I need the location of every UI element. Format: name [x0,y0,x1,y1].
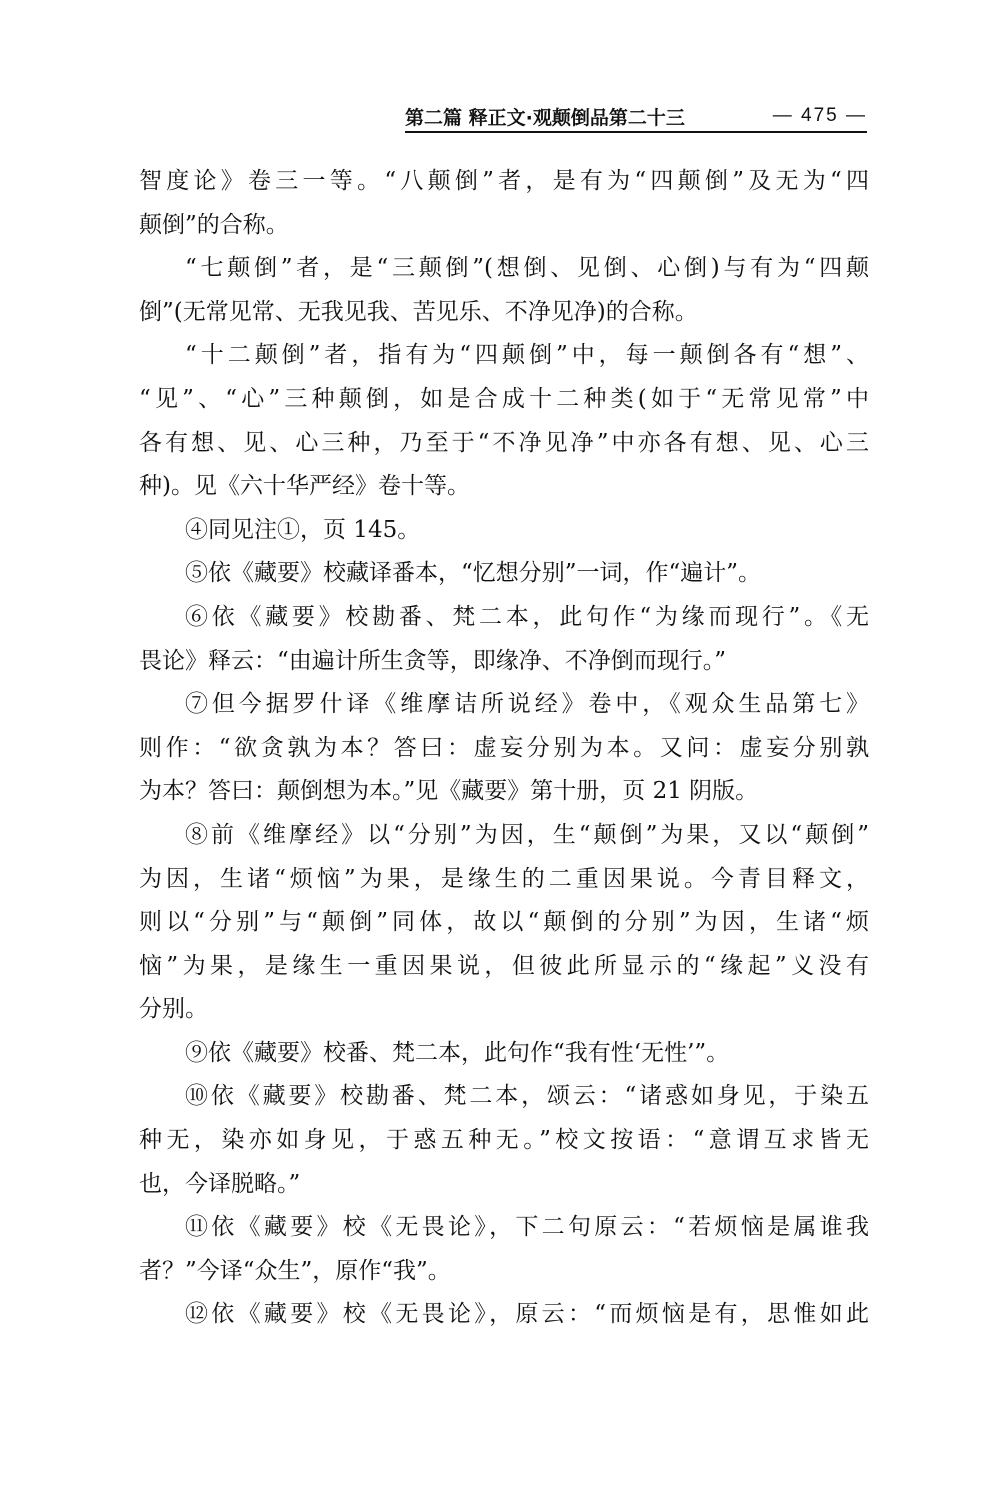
text-line: ⑦但今据罗什译《维摩诘所说经》卷中，《观众生品第七》 [185,691,869,718]
text-line: ⑩依《藏要》校勘番、梵二本，颂云：“诸惑如身见，于染五 [185,1083,869,1110]
chapter-title: 第二篇 释正文·观颠倒品第二十三 [405,106,685,129]
page-body [139,160,869,1337]
text-line: ⑧前《维摩经》以“分别”为因，生“颠倒”为果，又以“颠倒” [185,821,869,848]
running-header [405,101,867,133]
text-line: 则以“分别”与“颠倒”同体，故以“颠倒的分别”为因，生诸“烦 [139,909,869,936]
text-line: ⑫依《藏要》校《无畏论》，原云：“而烦恼是有，思惟如此 [185,1301,869,1328]
text-line: ⑤依《藏要》校藏译番本，“忆想分别”一词，作“遍计”。 [185,560,762,587]
text-line: 则作：“欲贪孰为本？答曰：虚妄分别为本。又问：虚妄分别孰 [139,734,869,761]
text-line: 为因，生诸“烦恼”为果，是缘生的二重因果说。今青目释文， [139,865,869,892]
text-line: 为本？答曰：颠倒想为本。”见《藏要》第十册，页 21 阴版。 [139,778,759,805]
text-line: ⑥依《藏要》校勘番、梵二本，此句作“为缘而现行”。《无 [185,603,869,630]
text-line: 倒”(无常见常、无我见我、苦见乐、不净见净)的合称。 [139,298,698,325]
text-line: 种)。见《六十华严经》卷十等。 [139,473,470,500]
text-line: 分别。 [139,996,208,1023]
text-line: 也，今译脱略。” [139,1170,301,1197]
text-line: 智度论》卷三一等。“八颠倒”者，是有为“四颠倒”及无为“四 [139,168,869,194]
text-line: 种无，染亦如身见，于惑五种无。”校文按语：“意谓互求皆无 [139,1127,869,1154]
text-line: ⑪依《藏要》校《无畏论》，下二句原云：“若烦恼是属谁我 [185,1214,869,1241]
text-line: 颠倒”的合称。 [139,211,289,238]
text-line: 者？”今译“众生”，原作“我”。 [139,1257,451,1284]
text-line: 恼”为果，是缘生一重因果说，但彼此所显示的“缘起”义没有 [139,952,869,979]
text-line: 各有想、见、心三种，乃至于“不净见净”中亦各有想、见、心三 [139,429,869,456]
text-line: 畏论》释云：“由遍计所生贪等，即缘净、不净倒而现行。” [139,647,727,674]
page-number: — 475 — [772,105,867,126]
text-line: “见”、“心”三种颠倒，如是合成十二种类(如于“无常见常”中 [139,385,869,412]
text-line: ④同见注①，页 145。 [185,516,421,543]
text-line: “七颠倒”者，是“三颠倒”(想倒、见倒、心倒)与有为“四颠 [185,255,869,282]
text-line: ⑨依《藏要》校番、梵二本，此句作“我有性‘无性’”。 [185,1039,730,1066]
text-line: “十二颠倒”者，指有为“四颠倒”中，每一颠倒各有“想”、 [185,342,869,369]
